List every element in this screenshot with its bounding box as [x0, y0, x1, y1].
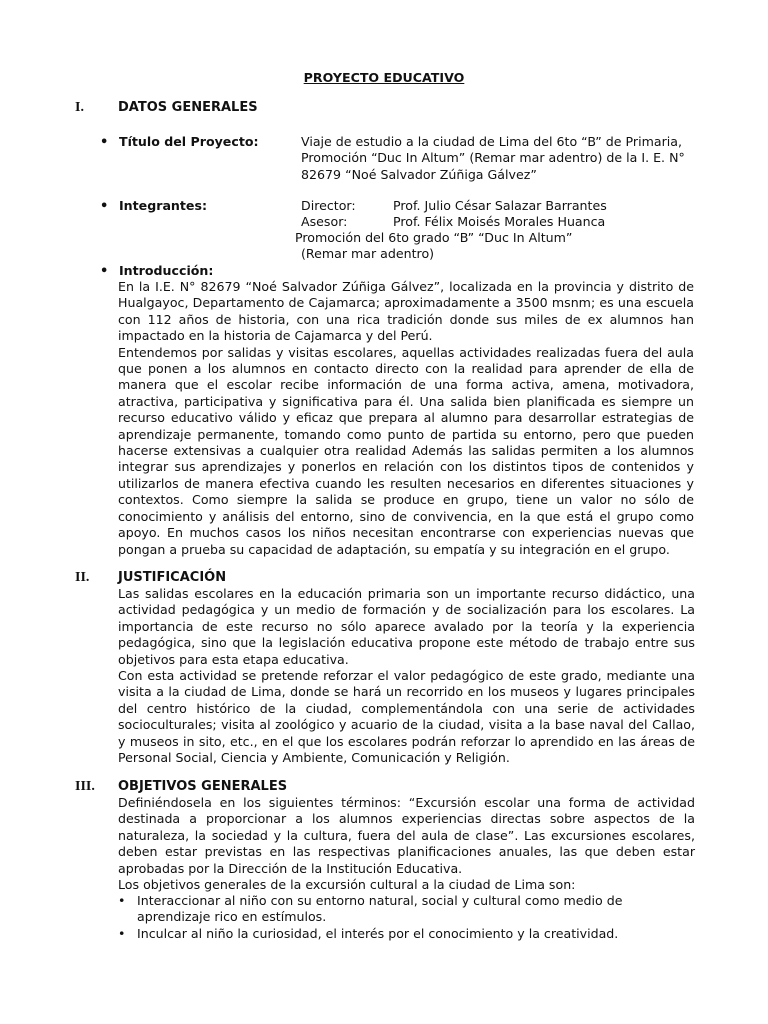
section-title: DATOS GENERALES [118, 100, 258, 115]
section-number: III. [75, 779, 95, 794]
bullet-dot: • [118, 893, 126, 908]
section-number: I. [75, 100, 84, 115]
bullet-dot: • [100, 199, 109, 214]
section-heading-datos-generales [75, 100, 258, 116]
titulo-line: Promoción “Duc In Altum” (Remar mar adentro) de la I. E. N° [301, 150, 685, 166]
introduccion-text [118, 279, 694, 558]
objetivos-list [118, 893, 678, 942]
director-key: Director: [301, 198, 356, 213]
paragraph: En la I.E. N° 82679 “Noé Salvador Zúñiga Gálvez”, localizada en la provincia y distrito de Hualgayoc, Departamento de Cajamarca; aproximadamente a 3500 msnm; es una escuela con 112 años de historia, con una rica tradición donde sus miles de ex alumnos han impactado en la historia de Cajamarca y del Perú. [118, 279, 694, 344]
paragraph: Las salidas escolares en la educación primaria son un importante recurso didáctico, una actividad pedagógica y un medio de formación y de socialización para los escolares. La importancia de este recurso no sólo aparece avalado por la teoría y la experiencia pedagógica, sino que la legislación educativa propone este método de trabajo entre sus objetivos para esta etapa educativa. [118, 586, 695, 667]
paragraph: Entendemos por salidas y visitas escolares, aquellas actividades realizadas fuera del aula que ponen a los alumnos en contacto directo con la realidad para aprender de ella de manera que el escolar recibe información de una forma activa, amena, motivadora, atractiva, participativa y significativa para él. Una salida bien planificada es siempre un recurso educativo válido y eficaz que prepara al alumno para desarrollar estrategias de aprendizaje permanente, tomando como punto de partida su entorno, pero que pueden hacerse extensivas a cualquier otra realidad Además las salidas permiten a los alumnos integrar sus aprendizajes y ponerlos en relación con los distintos tipos de contenidos y utilizarlos de manera efectiva cuando les resulten necesarios en diferentes situaciones y contextos. Como siempre la salida se produce en grupo, tiene un valor no sólo de conocimiento y análisis del entorno, sino de convivencia, en la que está el grupo como apoyo. En muchos casos los niños necesitan encontrarse con experiencias nuevas que pongan a prueba su capacidad de adaptación, su empatía y su integración en el grupo. [118, 344, 694, 557]
bullet-titulo [100, 134, 259, 151]
section-heading-objetivos [75, 779, 287, 795]
section-title: JUSTIFICACIÓN [118, 570, 227, 585]
paragraph: Definiéndosela en los siguientes términos: “Excursión escolar una forma de actividad destinada a proporcionar a los alumnos experiencias directas sobre aspectos de la naturaleza, la sociedad y la cultura, fuera del aula de clase”. Las excursiones escolares, deben estar previstas en las respectivas planificaciones anuales, las que deben estar aprobadas por la Dirección de la Institución Educativa. [118, 795, 695, 876]
paragraph: Con esta actividad se pretende reforzar el valor pedagógico de este grado, mediante una visita a la ciudad de Lima, donde se hará un recorrido en los museos y lugares principales del centro histórico de la ciudad, complementándola con una serie de actividades socioculturales; visita al zoológico y acuario de la ciudad, visita a la base naval del Callao, y museos in sito, etc., en el que los escolares podrán reforzar lo aprendido en las áreas de Personal Social, Ciencia y Ambiente, Comunicación y Religión. [118, 668, 695, 766]
asesor-key: Asesor: [301, 214, 348, 229]
bullet-dot: • [118, 925, 126, 941]
bullet-integrantes [100, 198, 207, 215]
page-title: PROYECTO EDUCATIVO [303, 70, 465, 85]
asesor-value: Prof. Félix Moisés Morales Huanca [393, 214, 606, 229]
objetivos-text [118, 795, 695, 893]
bullet-introduccion [100, 263, 213, 280]
bullet-dot: • [100, 135, 109, 150]
promo-line-2: (Remar mar adentro) [301, 246, 435, 261]
list-item-text: Interaccionar al niño con su entorno natural, social y cultural como medio de aprendizaje rico en estímulos. [137, 893, 623, 925]
paragraph: Los objetivos generales de la excursión cultural a la ciudad de Lima son: [118, 877, 576, 893]
titulo-label: Título del Proyecto: [119, 134, 259, 149]
director-row [301, 198, 607, 214]
justificacion-text [118, 586, 695, 766]
introduccion-label: Introducción: [119, 263, 214, 278]
titulo-value [301, 134, 721, 183]
titulo-line: Viaje de estudio a la ciudad de Lima del 6to “B” de Primaria, [301, 134, 682, 149]
integrantes-label: Integrantes: [119, 198, 207, 213]
list-item [118, 893, 678, 926]
list-item-text: Inculcar al niño la curiosidad, el interés por el conocimiento y la creatividad. [137, 925, 619, 941]
asesor-row [301, 214, 605, 230]
titulo-line: 82679 “Noé Salvador Zúñiga Gálvez” [301, 166, 537, 182]
section-number: II. [75, 570, 90, 585]
bullet-dot: • [100, 264, 109, 279]
section-heading-justificacion [75, 570, 226, 586]
promo-line: Promoción del 6to grado “B” “Duc In Altum” [295, 230, 573, 245]
director-value: Prof. Julio César Salazar Barrantes [393, 198, 607, 213]
section-title: OBJETIVOS GENERALES [118, 779, 288, 794]
list-item [118, 926, 678, 942]
